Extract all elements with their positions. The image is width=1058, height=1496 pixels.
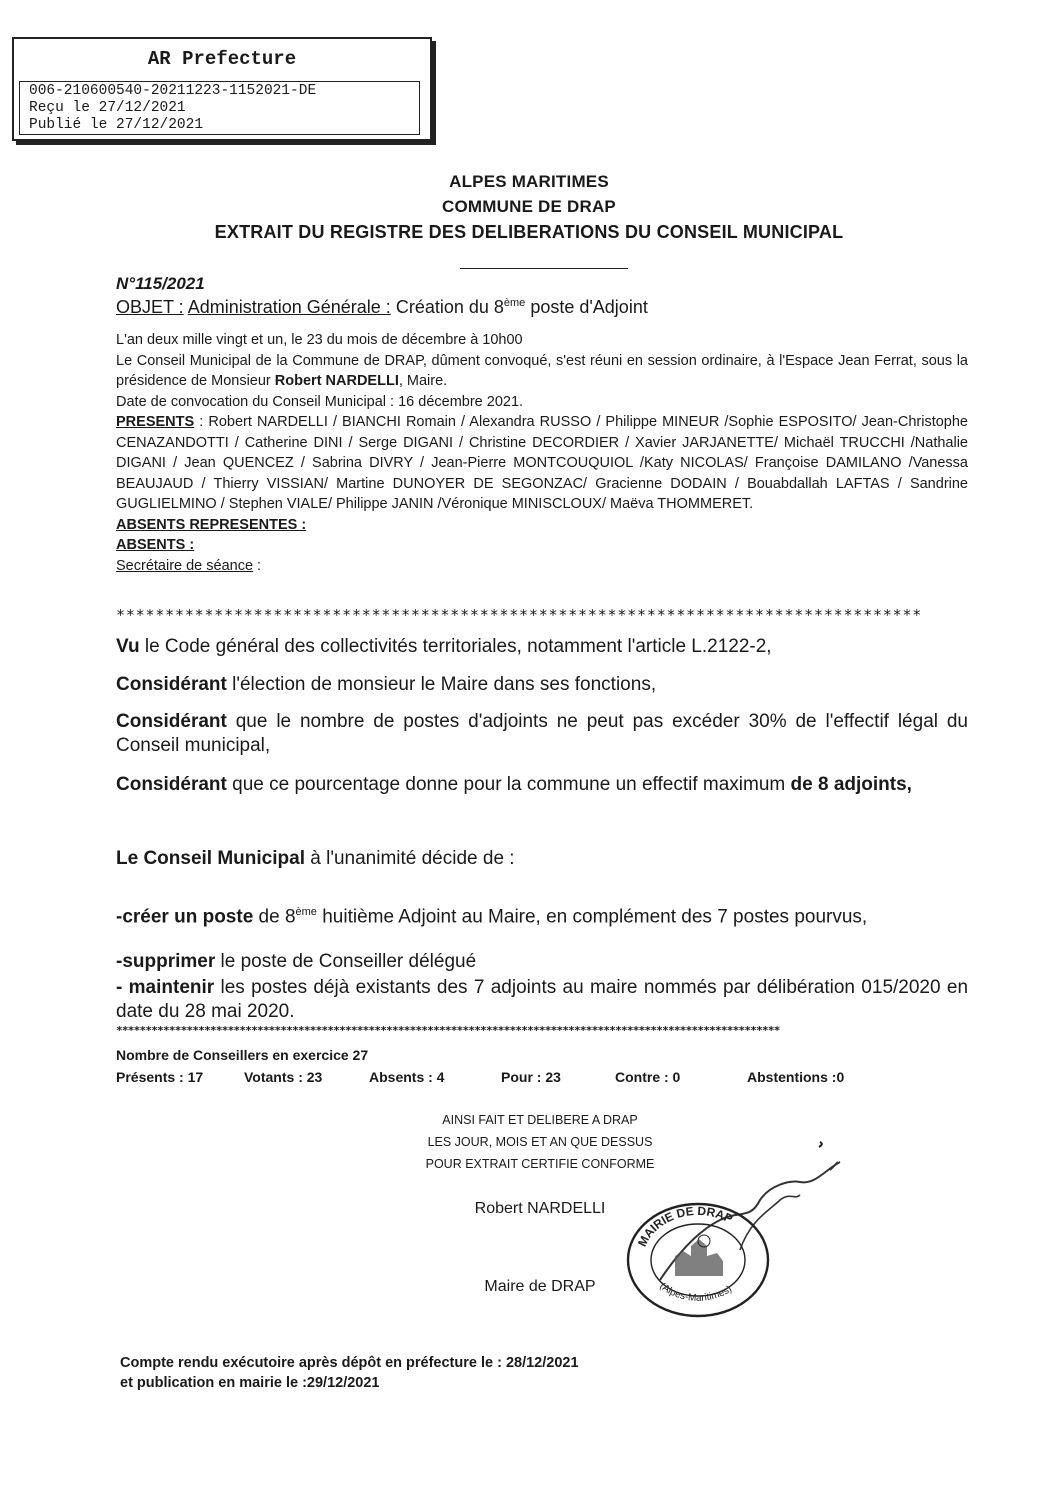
presents-paragraph <box>116 412 968 515</box>
signatory-title: Maire de DRAP <box>484 1278 596 1295</box>
session-details <box>116 330 968 576</box>
decision-2-text: le poste de Conseiller délégué <box>215 951 477 972</box>
convocation-date-line: Date de convocation du Conseil Municipal : 16 décembre 2021. <box>116 393 524 410</box>
decision-item-2 <box>116 950 968 974</box>
vu-paragraph <box>116 635 968 659</box>
decision-intro-text: à l'unanimité décide de : <box>304 848 515 869</box>
objet-title-sup: ème <box>503 297 526 309</box>
decision-1-pre: de 8 <box>253 906 296 928</box>
session-location-text: Le Conseil Municipal de la Commune de DRAP, dûment convoqué, s'est réuni en session ordinaire, à l'Espace Jean Ferrat, sous la présidence de Monsieur <box>116 352 968 389</box>
considerant-3-bold: Considérant <box>116 774 227 795</box>
signatory-name: Robert NARDELLI <box>474 1200 606 1217</box>
considerant-2-text: que le nombre de postes d'adjoints ne peut pas excéder 30% de l'effectif légal du Conseil municipal, <box>116 711 968 756</box>
deliberation-number: N°115/2021 <box>116 274 205 293</box>
separator-top: ********************************************************************************** <box>116 606 923 624</box>
presents-list: : Robert NARDELLI / BIANCHI Romain / Alexandra RUSSO / Philippe MINEUR /Sophie ESPOSITO/ Jean-Christophe CENAZANDOTTI / Catherine DINI / Serge DIGANI / Christine DECORDIER / Xavier JARJANETTE/ Michaël TRUCCHI /Nathalie DIGANI / Jean QUENCEZ / Sabrina DIVRY / Jean-Pierre MONTCOUQUIOL /Katy NICOLAS/ Françoise DAMILANO /Vanessa BEAUJAUD / Thierry VISSIAN/ Martine DUNOYER DE SEGONZAC/ Gracienne DODAIN / Bouabdallah LAFTAS / Sandrine GUGLIELMINO / Stephen VIALE/ Philippe JANIN /Véronique MINISCLOUX/ Maëva THOMMERET. <box>116 414 968 512</box>
svg-text:(Alpes-Maritimes): (Alpes-Maritimes) <box>657 1280 735 1304</box>
mairie-stamp <box>625 1201 771 1319</box>
ar-prefecture-title: AR Prefecture <box>147 48 297 70</box>
decision-intro <box>116 847 968 871</box>
secretaire-label: Secrétaire de séance <box>116 557 254 574</box>
contre-count: Contre : 0 <box>615 1069 681 1085</box>
absents-representes-label: ABSENTS REPRESENTES : <box>116 516 307 533</box>
signature-line-2: LES JOUR, MOIS ET AN QUE DESSUS <box>427 1135 653 1149</box>
ar-prefecture-details <box>19 81 420 135</box>
deliberation-objet <box>116 297 648 318</box>
considerant-1 <box>116 673 968 697</box>
separator-bottom: ***************************************************************************************************************** <box>116 1024 780 1037</box>
considerant-1-text: l'élection de monsieur le Maire dans ses fonctions, <box>226 674 657 695</box>
absents-label: ABSENTS : <box>116 537 195 553</box>
footer-publication-note: et publication en mairie le :29/12/2021 <box>120 1375 380 1391</box>
absents-count: Absents : 4 <box>369 1069 445 1085</box>
register-heading: EXTRAIT DU REGISTRE DES DELIBERATIONS DU CONSEIL MUNICIPAL <box>214 222 844 242</box>
presents-count: Présents : 17 <box>116 1069 204 1085</box>
objet-title-post: poste d'Adjoint <box>525 297 648 317</box>
abstentions-count: Abstentions :0 <box>747 1069 845 1085</box>
considerant-2 <box>116 710 968 758</box>
votants-count: Votants : 23 <box>244 1069 323 1085</box>
footer-executory-note: Compte rendu exécutoire après dépôt en préfecture le : 28/12/2021 <box>120 1355 579 1371</box>
vu-text: le Code général des collectivités territoriales, notamment l'article L.2122-2, <box>139 636 772 657</box>
objet-label: OBJET : <box>116 297 184 317</box>
pour-count: Pour : 23 <box>501 1069 561 1085</box>
considerant-3 <box>116 773 968 797</box>
considerant-3-text: que ce pourcentage donne pour la commune un effectif maximum <box>226 774 791 795</box>
session-date-line: L'an deux mille vingt et un, le 23 du mois de décembre à 10h00 <box>116 332 523 348</box>
decision-1-bold: -créer un poste <box>116 906 254 928</box>
session-convocation-line <box>116 351 968 392</box>
ar-published-date: Publié le 27/12/2021 <box>29 117 204 133</box>
signature-line-3: POUR EXTRAIT CERTIFIE CONFORME <box>425 1157 655 1171</box>
svg-text:MAIRIE DE DRAP: MAIRIE DE DRAP <box>634 1203 735 1249</box>
considerant-3-bold-end: de 8 adjoints, <box>790 774 912 795</box>
considerant-1-bold: Considérant <box>116 674 227 695</box>
presents-label: PRESENTS <box>116 414 195 430</box>
decision-1-sup: ème <box>295 906 317 918</box>
ar-received-date: Reçu le 27/12/2021 <box>29 100 186 116</box>
decision-3-text: les postes déjà existants des 7 adjoints au maire nommés par délibération 015/2020 en date du 28 mai 2020. <box>116 977 969 1022</box>
ar-reference: 006-210600540-20211223-1152021-DE <box>29 83 317 99</box>
department-heading: ALPES MARITIMES <box>449 172 609 191</box>
decision-intro-bold: Le Conseil Municipal <box>116 848 305 869</box>
decision-2-bold: -supprimer <box>116 951 216 972</box>
session-mayor-name: Robert NARDELLI <box>274 373 399 389</box>
ar-prefecture-box <box>12 37 432 141</box>
signature-line-1: AINSI FAIT ET DELIBERE A DRAP <box>442 1113 638 1127</box>
decision-3-bold: - maintenir <box>116 977 215 998</box>
header-divider <box>460 268 628 269</box>
commune-heading: COMMUNE DE DRAP <box>442 197 616 216</box>
session-mayor-suffix: , Maire. <box>398 373 448 389</box>
decision-item-1 <box>116 900 968 929</box>
objet-title-pre: Création du 8 <box>395 297 504 317</box>
decision-item-3 <box>116 976 968 1024</box>
objet-category: Administration Générale : <box>187 297 391 317</box>
conseillers-count: Nombre de Conseillers en exercice 27 <box>116 1047 369 1063</box>
vu-bold: Vu <box>116 636 140 657</box>
considerant-2-bold: Considérant <box>116 711 227 732</box>
secretaire-suffix: : <box>253 557 262 574</box>
decision-1-post: huitième Adjoint au Maire, en complément des 7 postes pourvus, <box>316 906 868 928</box>
secretaire-line <box>116 556 968 577</box>
